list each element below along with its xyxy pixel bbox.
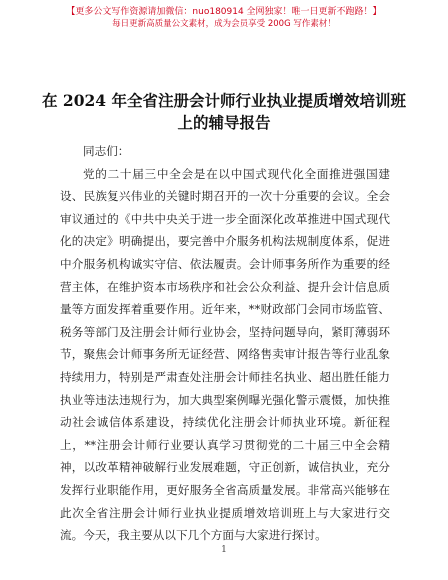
page-number: 1: [221, 545, 227, 555]
greeting: 同志们：: [83, 144, 130, 158]
body-paragraph: 党的二十届三中全会是在以中国式现代化全面推进强国建设、民族复兴伟业的关键时期召开的一次十分重要的会议。全会审议通过的《中共中央关于进一步全面深化改革推进中国式现代化的决定》明确提出，要完善中介服务机构法规制度体系，促进中介服务机构诚实守信、依法履责。会计师事务所作为重要的经营主体，在维护资本市场秩序和社会公众利益、提升会计信息质量等方面发挥着重要作用。近年来，**财政部门会同市场监管、税务等部门及注册会计师行业协会，坚持问题导向，紧盯薄弱环节，聚焦会计师事务所无证经营、网络售卖审计报告等行业乱象持续用力，特别是严肃查处注册会计师挂名执业、超出胜任能力执业等违法违规行为，加大典型案例曝光强化警示震慑，加快推动社会诚信体系建设，持续优化注册会计师执业环境。新征程上，**注册会计师行业要认真学习贯彻党的二十届三中全会精神，以改革精神破解行业发展难题，守正创新，诚信执业，充分发挥行业职能作用，更好服务全省高质量发展。非常高兴能够在此次全省注册会计师行业执业提质增效培训班上与大家进行交流。今天，我主要从以下几个方面与大家进行探讨。: [60, 166, 390, 543]
promo-banner: [0, 6, 448, 30]
document-body: [60, 140, 390, 547]
promo-banner-line-1: 【更多公文写作资源请加微信：nuo180914 全网独家！唯一日更新不跑路！】: [66, 7, 382, 17]
promo-banner-line-2: 每日更新高质量公文素材，成为会员享受 200G 写作素材！: [112, 19, 336, 29]
document-title: 在 2024 年全省注册会计师行业执业提质增效培训班上的辅导报告: [42, 91, 406, 132]
